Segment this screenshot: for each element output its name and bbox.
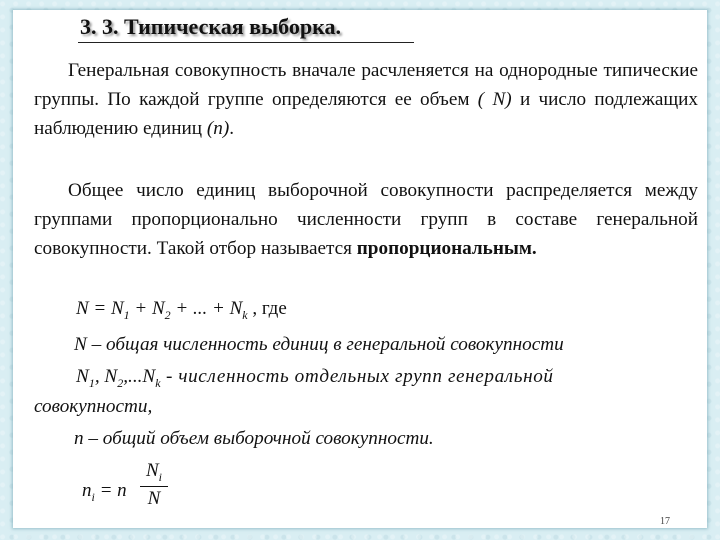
definition-N: N – общая численность единиц в генеральной совокупности (74, 334, 564, 355)
definition-groups (76, 366, 554, 391)
groups-N2: , N (94, 366, 118, 387)
formula-ni-eq: = n (94, 480, 127, 501)
groups-sub1: 1 (88, 375, 95, 390)
groups-sub2: 2 (117, 375, 124, 390)
para1-n: (n) (206, 118, 230, 139)
formula-ni-fraction (140, 460, 168, 510)
para2-bold: пропорциональным. (356, 238, 537, 259)
fraction-numerator (140, 460, 168, 485)
formula-ni-sub: i (91, 489, 95, 504)
para1-end: . (229, 118, 235, 139)
para2-text: Общее число единиц выборочной совокупности распределяется между группами пропорционально численности групп в составе генеральной совокупности. Такой отбор называется (34, 180, 698, 259)
definition-groups-line2: совокупности, (34, 396, 153, 417)
fraction-denominator: N (147, 487, 161, 509)
groups-text-line1: - численность отдельных групп генеральной (160, 366, 554, 387)
para1-text-mid: и число подлежащих наблюдению единиц (34, 89, 698, 139)
groups-N1: N (76, 366, 89, 387)
para1-text: Генеральная совокупность вначале расчленяется на однородные типические группы. По каждой группе определяются ее объем (34, 60, 698, 110)
formula-sum-suffix: , где (247, 298, 287, 319)
title-underline (78, 42, 414, 43)
formula-sum-lhs: N = N (76, 298, 124, 319)
groups-Nk: ,...N (123, 366, 156, 387)
paragraph-proportional (34, 176, 698, 263)
formula-sum-term2: + N (129, 298, 165, 319)
formula-sum-subk: k (242, 307, 248, 322)
slide-title: 3. 3. Типическая выборка. (80, 14, 341, 39)
formula-sum (76, 298, 287, 323)
page-number: 17 (660, 516, 670, 527)
groups-subk: k (155, 375, 161, 390)
formula-ni-lhs (82, 480, 127, 505)
paragraph-intro (34, 56, 698, 143)
fraction-num-sub: i (158, 469, 163, 484)
formula-ni-n: n (82, 480, 92, 501)
formula-sum-sub1: 1 (123, 307, 130, 322)
fraction-bar (140, 486, 168, 487)
fraction-num-N: N (145, 460, 159, 481)
para1-N: ( N) (477, 89, 512, 110)
definition-n: n – общий объем выборочной совокупности. (74, 428, 434, 449)
formula-sum-sub2: 2 (164, 307, 171, 322)
formula-sum-mid: + ... + N (170, 298, 243, 319)
